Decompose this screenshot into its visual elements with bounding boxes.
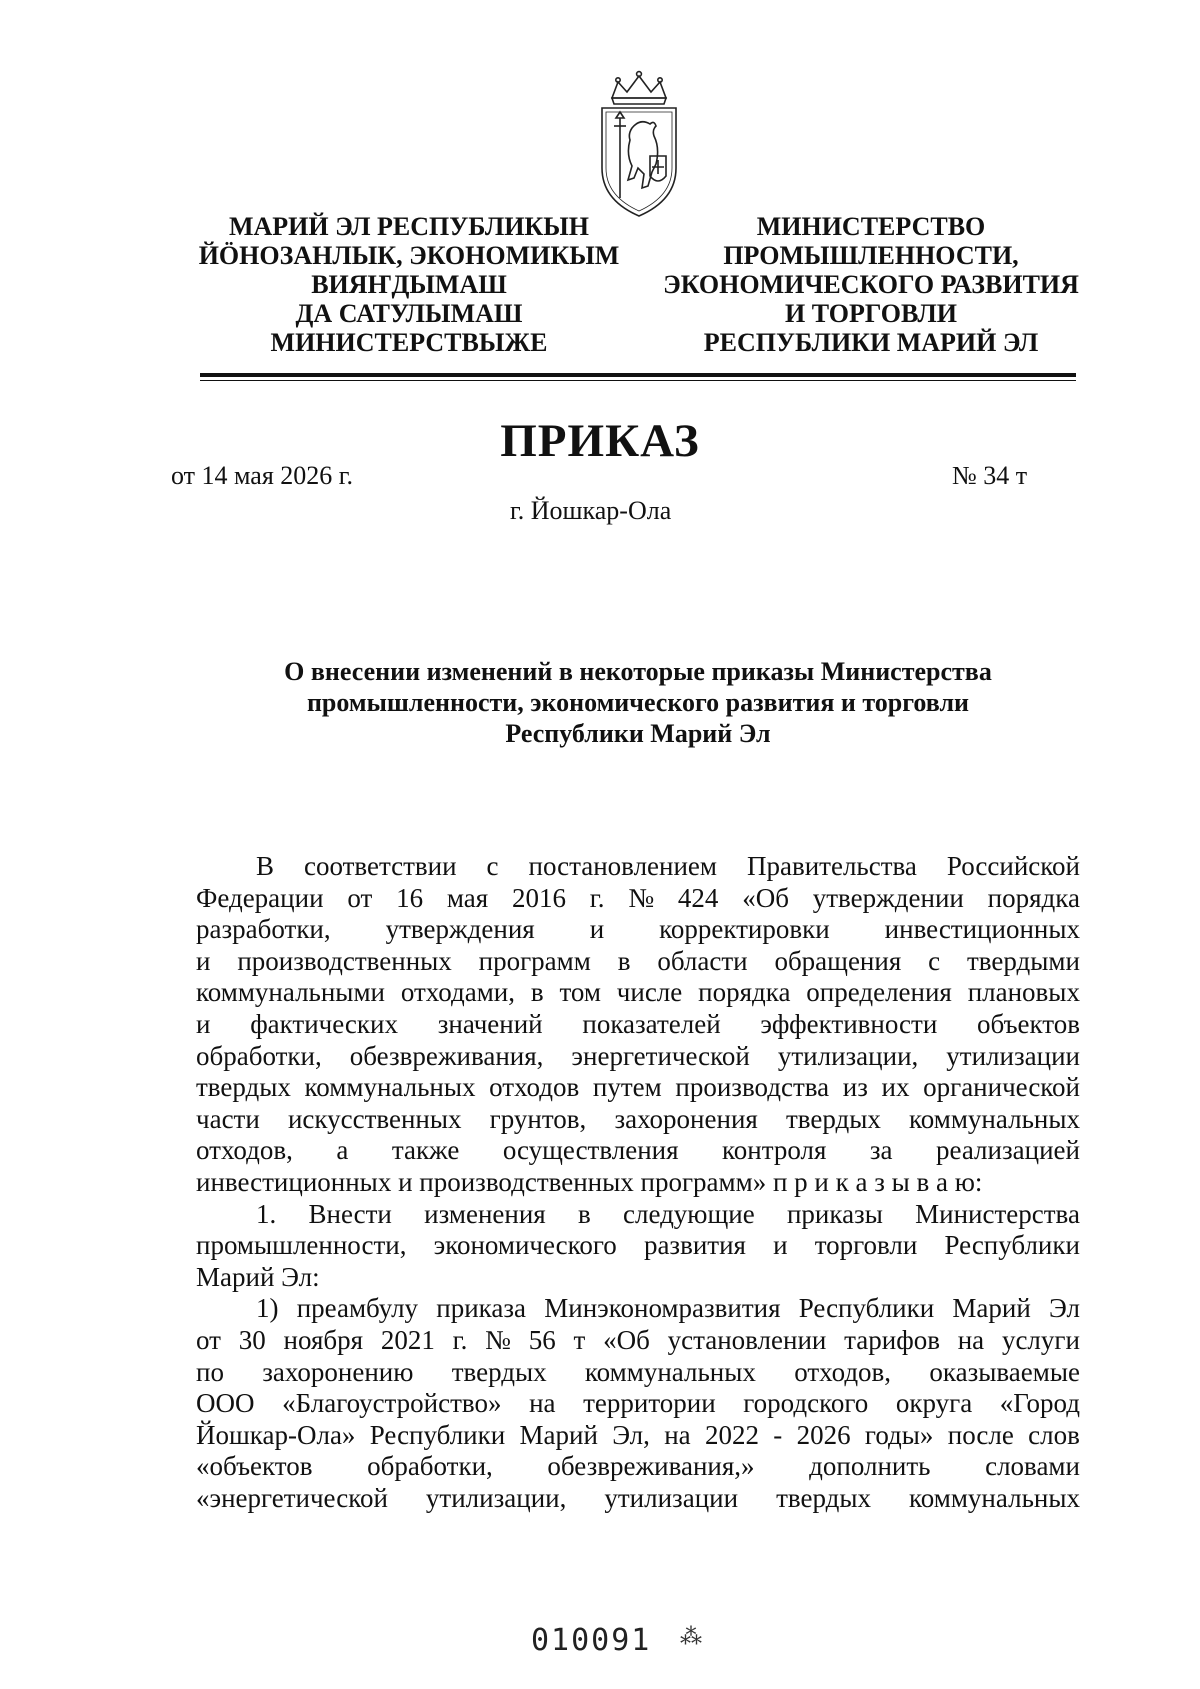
body-line: обработки, обезвреживания, энергетической утилизации, утилизации bbox=[196, 1040, 1080, 1071]
ministry-name-russian-line: ЭКОНОМИЧЕСКОГО РАЗВИТИЯ bbox=[663, 270, 1079, 299]
ministry-name-russian-line: МИНИСТЕРСТВО bbox=[756, 212, 986, 241]
body-line: В соответствии с постановлением Правительства Российской bbox=[256, 851, 1080, 881]
star-icon: ⁂ bbox=[680, 1624, 702, 1649]
ministry-name-russian-line: РЕСПУБЛИКИ МАРИЙ ЭЛ bbox=[703, 328, 1039, 357]
ministry-name-russian-line: И ТОРГОВЛИ bbox=[785, 299, 957, 328]
subject-line: Республики Марий Эл bbox=[505, 719, 771, 748]
body-line: «энергетической утилизации, утилизации твердых коммунальных bbox=[196, 1482, 1080, 1513]
body-line: промышленности, экономического развития и торговли Республики bbox=[196, 1230, 1080, 1261]
header-divider-thin bbox=[200, 380, 1076, 381]
ministry-name-russian-line: ПРОМЫШЛЕННОСТИ, bbox=[723, 241, 1019, 270]
ministry-name-russian bbox=[658, 212, 1084, 357]
body-line: твердых коммунальных отходов путем производства из их органической bbox=[196, 1072, 1080, 1103]
document-date: от 14 мая 2026 г. bbox=[171, 461, 354, 490]
page-serial-number: 010091 bbox=[531, 1623, 652, 1658]
subject-line: О внесении изменений в некоторые приказы Министерства bbox=[284, 657, 992, 686]
ministry-name-mari bbox=[196, 212, 622, 357]
ministry-name-mari-line: ВИЯҤДЫМАШ bbox=[311, 270, 507, 299]
subject-line: промышленности, экономического развития и торговли bbox=[306, 688, 970, 717]
body-line: 1. Внести изменения в следующие приказы Министерства bbox=[256, 1198, 1080, 1229]
body-line: коммунальными отходами, в том числе порядка определения плановых bbox=[196, 977, 1080, 1008]
document-place: г. Йошкар-Ола bbox=[510, 496, 672, 525]
ministry-name-mari-line: ДА САТУЛЫМАШ bbox=[295, 299, 523, 328]
document-subject bbox=[200, 656, 1076, 749]
body-line: отходов, а также осуществления контроля за реализацией bbox=[196, 1135, 1080, 1166]
body-line: Марий Эл: bbox=[196, 1261, 320, 1292]
body-line: ООО «Благоустройство» на территории городского округа «Город bbox=[196, 1388, 1080, 1419]
body-line: 1) преамбулу приказа Минэкономразвития Республики Марий Эл bbox=[256, 1293, 1080, 1324]
body-line: «объектов обработки, обезвреживания,» дополнить словами bbox=[196, 1451, 1080, 1482]
body-line: и фактических значений показателей эффективности объектов bbox=[196, 1008, 1080, 1039]
body-line: по захоронению твердых коммунальных отходов, оказываемые bbox=[196, 1356, 1080, 1387]
document-body bbox=[196, 851, 1080, 1514]
body-line: Йошкар-Ола» Республики Марий Эл, на 2022 - 2026 годы» после слов bbox=[196, 1419, 1080, 1450]
document-number: № 34 т bbox=[952, 461, 1028, 490]
ministry-name-mari-line: МАРИЙ ЭЛ РЕСПУБЛИКЫН bbox=[228, 212, 590, 241]
ministry-name-mari-line: ЙÖНОЗАНЛЫК, ЭКОНОМИКЫМ bbox=[198, 241, 620, 270]
coat-of-arms-emblem bbox=[594, 68, 684, 220]
header-divider-thick bbox=[200, 373, 1076, 377]
body-line: от 30 ноября 2021 г. № 56 т «Об установлении тарифов на услуги bbox=[196, 1324, 1080, 1355]
ministry-name-mari-line: МИНИСТЕРСТВЫЖЕ bbox=[270, 328, 548, 357]
body-line: и производственных программ в области обращения с твердыми bbox=[196, 945, 1080, 976]
body-line: разработки, утверждения и корректировки инвестиционных bbox=[196, 914, 1080, 945]
document-title: ПРИКАЗ bbox=[500, 415, 700, 467]
body-line: части искусственных грунтов, захоронения твердых коммунальных bbox=[196, 1103, 1080, 1134]
body-line: инвестиционных и производственных программ» п р и к а з ы в а ю: bbox=[196, 1166, 983, 1197]
body-line: Федерации от 16 мая 2016 г. № 424 «Об утверждении порядка bbox=[196, 882, 1080, 913]
